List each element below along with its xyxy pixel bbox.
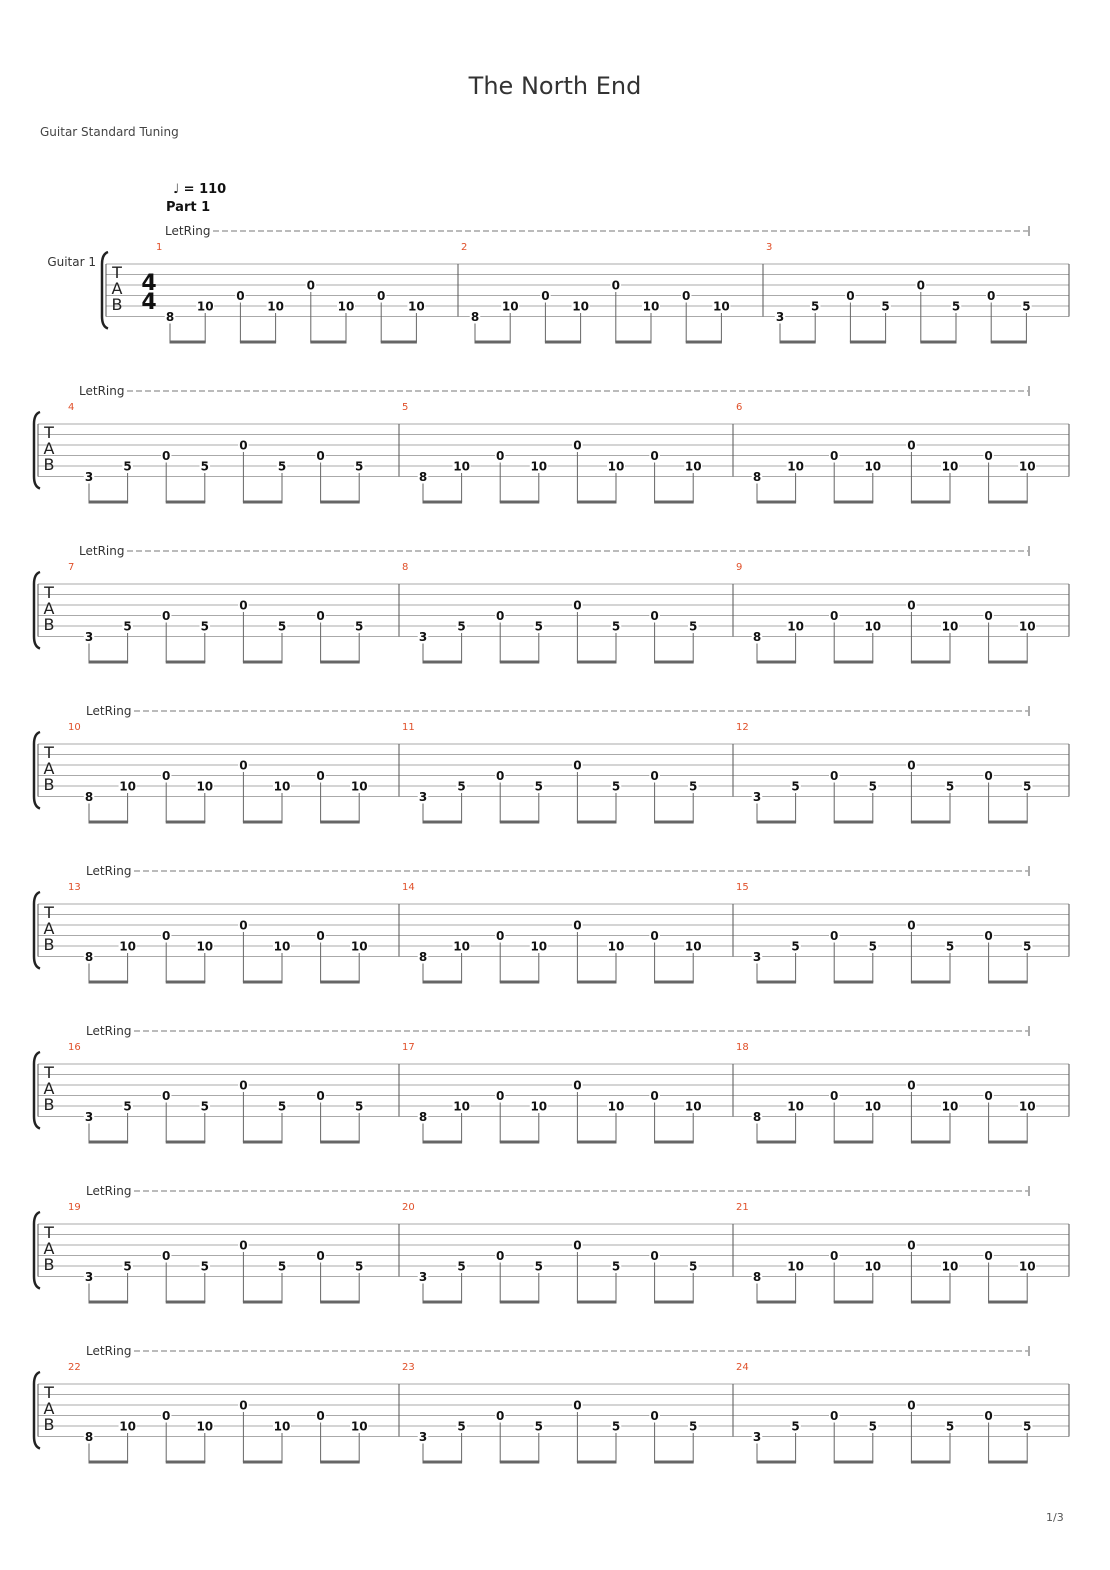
- system-bracket: [34, 572, 40, 649]
- fret-number: 10: [1018, 459, 1036, 474]
- fret-number: 10: [941, 1099, 959, 1114]
- measure: [461, 242, 730, 342]
- fret-number: 10: [1018, 619, 1036, 634]
- measure-number: 8: [402, 562, 409, 573]
- fret-number: 10: [864, 1259, 882, 1274]
- fret-number: 0: [496, 1089, 505, 1103]
- fret-number: 8: [752, 470, 762, 484]
- fret-number: 5: [457, 779, 466, 794]
- fret-number: 0: [239, 918, 248, 933]
- measure: [402, 722, 698, 822]
- fret-number: 5: [868, 939, 877, 954]
- fret-number: 5: [534, 619, 543, 634]
- measure: [736, 722, 1032, 822]
- fret-number: 0: [541, 289, 550, 303]
- fret-number: 5: [355, 619, 364, 634]
- measure: [736, 402, 1036, 502]
- fret-number: 0: [496, 1409, 505, 1423]
- measure: [68, 562, 364, 662]
- measure: [402, 1202, 698, 1302]
- fret-number: 5: [200, 1099, 209, 1114]
- system-bracket: [34, 1372, 40, 1449]
- fret-number: 5: [1023, 939, 1032, 954]
- measure-number: 17: [402, 1042, 415, 1053]
- fret-number: 5: [123, 619, 132, 634]
- fret-number: 5: [881, 299, 890, 314]
- fret-number: 10: [941, 1259, 959, 1274]
- tab-clef-letter: A: [43, 919, 55, 938]
- fret-number: 5: [277, 619, 287, 634]
- fret-number: 0: [984, 1409, 993, 1423]
- fret-number: 0: [984, 449, 993, 463]
- system-bracket: [34, 732, 40, 809]
- fret-number: 0: [162, 929, 171, 943]
- tab-clef-letter: A: [43, 439, 55, 458]
- measure: [68, 1202, 364, 1302]
- fret-number: 10: [350, 939, 368, 954]
- measure: [68, 402, 364, 502]
- fret-number: 0: [316, 1249, 325, 1263]
- fret-number: 10: [530, 939, 548, 954]
- fret-number: 0: [316, 769, 325, 783]
- let-ring-label: LetRing: [86, 704, 132, 718]
- fret-number: 5: [868, 779, 877, 794]
- fret-number: 0: [573, 918, 582, 933]
- fret-number: 5: [457, 619, 466, 634]
- measure-number: 16: [68, 1042, 81, 1053]
- fret-number: 5: [951, 299, 961, 314]
- fret-number: 0: [162, 609, 171, 623]
- measure-number: 21: [736, 1202, 749, 1213]
- fret-number: 0: [907, 1398, 916, 1413]
- fret-number: 5: [123, 459, 132, 474]
- fret-number: 5: [123, 1099, 132, 1114]
- fret-number: 5: [200, 619, 209, 634]
- fret-number: 10: [713, 299, 730, 314]
- tuning-label: Guitar Standard Tuning: [40, 125, 179, 139]
- fret-number: 0: [650, 609, 659, 623]
- fret-number: 0: [830, 1089, 839, 1103]
- measure-number: 18: [736, 1042, 749, 1053]
- fret-number: 0: [650, 769, 659, 783]
- tab-clef-letter: T: [44, 743, 54, 762]
- fret-number: 10: [787, 1259, 804, 1274]
- tab-clef-letter: B: [43, 1095, 55, 1114]
- fret-number: 5: [534, 779, 543, 794]
- fret-number: 0: [830, 769, 839, 783]
- tab-system: [47, 182, 1069, 342]
- measure-number: 14: [402, 882, 415, 893]
- time-sig-top: 4: [141, 271, 157, 296]
- measure: [156, 242, 425, 342]
- fret-number: 0: [682, 289, 691, 303]
- tempo-marking: ♩ = 110: [173, 182, 227, 197]
- fret-number: 0: [984, 929, 993, 943]
- fret-number: 5: [945, 779, 955, 794]
- system-bracket: [34, 412, 40, 489]
- measure-number: 10: [68, 722, 81, 733]
- fret-number: 5: [457, 1259, 466, 1274]
- let-ring-label: LetRing: [79, 384, 125, 398]
- tab-clef-letter: A: [43, 599, 55, 618]
- measure-number: 2: [461, 242, 468, 253]
- fret-number: 0: [650, 1089, 659, 1103]
- system-bracket: [34, 1212, 40, 1289]
- measure-number: 20: [402, 1202, 415, 1213]
- fret-number: 0: [239, 1078, 248, 1093]
- fret-number: 10: [273, 779, 291, 794]
- fret-number: 10: [196, 299, 214, 314]
- fret-number: 5: [689, 1259, 698, 1274]
- fret-number: 0: [316, 929, 325, 943]
- fret-number: 0: [650, 449, 659, 463]
- fret-number: 0: [907, 1078, 916, 1093]
- measure: [402, 402, 702, 502]
- fret-number: 5: [689, 779, 698, 794]
- fret-number: 10: [501, 299, 519, 314]
- fret-number: 3: [752, 790, 762, 804]
- fret-number: 8: [418, 1110, 428, 1124]
- fret-number: 0: [236, 289, 245, 303]
- fret-number: 5: [277, 1259, 287, 1274]
- fret-number: 10: [196, 939, 214, 954]
- fret-number: 5: [1022, 299, 1031, 314]
- fret-number: 5: [1023, 1419, 1032, 1434]
- fret-number: 5: [277, 459, 287, 474]
- fret-number: 0: [496, 769, 505, 783]
- tab-system: [34, 1024, 1069, 1142]
- system-bracket: [34, 1052, 40, 1129]
- fret-number: 10: [453, 1099, 470, 1114]
- let-ring-label: LetRing: [86, 1024, 132, 1038]
- fret-number: 10: [337, 299, 355, 314]
- measure: [402, 562, 698, 662]
- fret-number: 8: [84, 790, 94, 804]
- fret-number: 3: [84, 630, 94, 644]
- measure-number: 12: [736, 722, 749, 733]
- measure: [736, 1362, 1032, 1462]
- fret-number: 0: [907, 918, 916, 933]
- fret-number: 10: [273, 939, 291, 954]
- tab-clef-letter: T: [44, 583, 54, 602]
- fret-number: 10: [273, 1419, 291, 1434]
- fret-number: 10: [572, 299, 589, 314]
- let-ring-label: LetRing: [165, 224, 211, 238]
- fret-number: 0: [573, 1238, 582, 1253]
- tab-clef-letter: B: [43, 615, 55, 634]
- fret-number: 10: [350, 1419, 368, 1434]
- measure-number: 22: [68, 1362, 81, 1373]
- fret-number: 5: [689, 619, 698, 634]
- fret-number: 0: [650, 929, 659, 943]
- measure: [402, 882, 702, 982]
- fret-number: 5: [611, 779, 621, 794]
- fret-number: 3: [775, 310, 785, 324]
- fret-number: 0: [907, 598, 916, 613]
- fret-number: 0: [573, 598, 582, 613]
- measure-number: 1: [156, 242, 163, 253]
- fret-number: 10: [864, 619, 882, 634]
- measure-number: 23: [402, 1362, 415, 1373]
- measure: [736, 1042, 1036, 1142]
- fret-number: 10: [119, 1419, 136, 1434]
- fret-number: 10: [408, 299, 425, 314]
- fret-number: 5: [811, 299, 820, 314]
- measure-number: 9: [736, 562, 743, 573]
- let-ring-label: LetRing: [86, 864, 132, 878]
- tab-clef-letter: T: [44, 903, 54, 922]
- fret-number: 8: [470, 310, 480, 324]
- fret-number: 5: [689, 1419, 698, 1434]
- fret-number: 3: [418, 790, 428, 804]
- system-bracket: [102, 252, 108, 329]
- tab-clef-letter: A: [43, 1079, 55, 1098]
- tab-clef-letter: T: [112, 263, 122, 282]
- fret-number: 3: [84, 470, 94, 484]
- fret-number: 8: [752, 630, 762, 644]
- tab-clef-letter: B: [43, 1255, 55, 1274]
- tab-system: [34, 384, 1069, 502]
- fret-number: 3: [752, 1430, 762, 1444]
- fret-number: 8: [165, 310, 175, 324]
- fret-number: 0: [830, 609, 839, 623]
- fret-number: 8: [418, 950, 428, 964]
- fret-number: 8: [752, 1110, 762, 1124]
- fret-number: 10: [787, 1099, 804, 1114]
- tab-clef-letter: T: [44, 1223, 54, 1242]
- fret-number: 0: [830, 1409, 839, 1423]
- fret-number: 5: [200, 459, 209, 474]
- instrument-label: Guitar 1: [47, 255, 96, 269]
- tab-clef-letter: B: [43, 455, 55, 474]
- fret-number: 8: [84, 1430, 94, 1444]
- tab-system: [34, 704, 1069, 822]
- measure: [736, 562, 1036, 662]
- fret-number: 10: [941, 619, 959, 634]
- measure-number: 5: [402, 402, 409, 413]
- let-ring-label: LetRing: [86, 1184, 132, 1198]
- fret-number: 0: [650, 1409, 659, 1423]
- tab-system: [34, 1184, 1069, 1302]
- fret-number: 5: [123, 1259, 132, 1274]
- fret-number: 10: [787, 619, 804, 634]
- tab-clef-letter: A: [111, 279, 123, 298]
- fret-number: 0: [239, 598, 248, 613]
- fret-number: 5: [200, 1259, 209, 1274]
- fret-number: 0: [830, 929, 839, 943]
- fret-number: 0: [611, 278, 620, 293]
- fret-number: 0: [573, 758, 582, 773]
- fret-number: 3: [84, 1270, 94, 1284]
- fret-number: 5: [1023, 779, 1032, 794]
- measure: [68, 722, 368, 822]
- tab-system: [34, 1344, 1069, 1462]
- fret-number: 5: [945, 1419, 955, 1434]
- measure-number: 13: [68, 882, 81, 893]
- tab-clef-letter: T: [44, 423, 54, 442]
- tab-clef-letter: T: [44, 1063, 54, 1082]
- fret-number: 10: [119, 779, 136, 794]
- fret-number: 10: [607, 939, 625, 954]
- measure: [402, 1042, 702, 1142]
- fret-number: 0: [846, 289, 855, 303]
- fret-number: 0: [316, 609, 325, 623]
- time-sig-bottom: 4: [141, 290, 157, 315]
- measure: [766, 242, 1032, 342]
- fret-number: 10: [453, 939, 470, 954]
- fret-number: 0: [316, 1409, 325, 1423]
- fret-number: 0: [162, 1249, 171, 1263]
- fret-number: 10: [684, 1099, 702, 1114]
- fret-number: 0: [984, 769, 993, 783]
- fret-number: 10: [530, 1099, 548, 1114]
- fret-number: 10: [196, 779, 214, 794]
- fret-number: 5: [355, 459, 364, 474]
- measure-number: 6: [736, 402, 743, 413]
- fret-number: 0: [916, 278, 925, 293]
- fret-number: 5: [791, 779, 800, 794]
- tab-system: [34, 544, 1069, 662]
- fret-number: 0: [162, 1089, 171, 1103]
- fret-number: 5: [457, 1419, 466, 1434]
- measure: [402, 1362, 698, 1462]
- tab-clef-letter: B: [43, 775, 55, 794]
- measure-number: 15: [736, 882, 749, 893]
- tab-clef-letter: A: [43, 759, 55, 778]
- fret-number: 3: [418, 1430, 428, 1444]
- tab-clef-letter: B: [43, 935, 55, 954]
- let-ring-label: LetRing: [79, 544, 125, 558]
- fret-number: 0: [239, 1398, 248, 1413]
- fret-number: 5: [611, 1259, 621, 1274]
- fret-number: 0: [239, 758, 248, 773]
- fret-number: 3: [418, 1270, 428, 1284]
- measure-number: 11: [402, 722, 415, 733]
- fret-number: 10: [350, 779, 368, 794]
- measure-number: 7: [68, 562, 75, 573]
- tab-system: [34, 864, 1069, 982]
- system-bracket: [34, 892, 40, 969]
- fret-number: 0: [907, 758, 916, 773]
- fret-number: 8: [84, 950, 94, 964]
- fret-number: 0: [162, 769, 171, 783]
- measure-number: 24: [736, 1362, 749, 1373]
- measure: [736, 1202, 1036, 1302]
- fret-number: 3: [418, 630, 428, 644]
- fret-number: 10: [196, 1419, 214, 1434]
- fret-number: 0: [573, 1078, 582, 1093]
- fret-number: 0: [830, 1249, 839, 1263]
- fret-number: 3: [84, 1110, 94, 1124]
- fret-number: 8: [752, 1270, 762, 1284]
- fret-number: 0: [162, 1409, 171, 1423]
- fret-number: 8: [418, 470, 428, 484]
- tab-clef-letter: A: [43, 1399, 55, 1418]
- fret-number: 5: [355, 1259, 364, 1274]
- fret-number: 5: [791, 939, 800, 954]
- fret-number: 5: [277, 1099, 287, 1114]
- fret-number: 0: [377, 289, 386, 303]
- fret-number: 0: [984, 1089, 993, 1103]
- fret-number: 0: [316, 1089, 325, 1103]
- fret-number: 5: [791, 1419, 800, 1434]
- fret-number: 0: [907, 1238, 916, 1253]
- fret-number: 0: [907, 438, 916, 453]
- fret-number: 10: [607, 1099, 625, 1114]
- fret-number: 0: [496, 609, 505, 623]
- fret-number: 0: [239, 438, 248, 453]
- fret-number: 5: [611, 619, 621, 634]
- fret-number: 0: [496, 929, 505, 943]
- fret-number: 0: [573, 1398, 582, 1413]
- fret-number: 0: [239, 1238, 248, 1253]
- fret-number: 5: [868, 1419, 877, 1434]
- fret-number: 5: [945, 939, 955, 954]
- measure: [68, 1362, 368, 1462]
- tab-clef-letter: B: [43, 1415, 55, 1434]
- fret-number: 10: [642, 299, 660, 314]
- page-number: 1/3: [1046, 1511, 1064, 1524]
- measure: [736, 882, 1032, 982]
- fret-number: 0: [830, 449, 839, 463]
- fret-number: 10: [941, 459, 959, 474]
- fret-number: 10: [119, 939, 136, 954]
- fret-number: 0: [984, 609, 993, 623]
- fret-number: 0: [162, 449, 171, 463]
- fret-number: 10: [684, 939, 702, 954]
- fret-number: 10: [787, 459, 804, 474]
- fret-number: 10: [453, 459, 470, 474]
- fret-number: 5: [611, 1419, 621, 1434]
- tab-clef-letter: A: [43, 1239, 55, 1258]
- tab-clef-letter: B: [111, 295, 123, 314]
- song-title: The North End: [468, 72, 642, 100]
- tab-clef-letter: T: [44, 1383, 54, 1402]
- fret-number: 0: [306, 278, 315, 293]
- measure: [68, 882, 368, 982]
- fret-number: 0: [496, 1249, 505, 1263]
- fret-number: 10: [1018, 1259, 1036, 1274]
- fret-number: 5: [534, 1259, 543, 1274]
- fret-number: 0: [573, 438, 582, 453]
- fret-number: 0: [496, 449, 505, 463]
- fret-number: 3: [752, 950, 762, 964]
- fret-number: 0: [650, 1249, 659, 1263]
- measure-number: 3: [766, 242, 773, 253]
- measure: [68, 1042, 364, 1142]
- fret-number: 10: [1018, 1099, 1036, 1114]
- fret-number: 10: [530, 459, 548, 474]
- fret-number: 5: [355, 1099, 364, 1114]
- fret-number: 5: [534, 1419, 543, 1434]
- fret-number: 10: [607, 459, 625, 474]
- section-marker: Part 1: [166, 200, 211, 215]
- measure-number: 4: [68, 402, 75, 413]
- fret-number: 0: [984, 1249, 993, 1263]
- fret-number: 10: [864, 1099, 882, 1114]
- fret-number: 0: [987, 289, 996, 303]
- fret-number: 10: [267, 299, 284, 314]
- fret-number: 0: [316, 449, 325, 463]
- fret-number: 10: [864, 459, 882, 474]
- fret-number: 10: [684, 459, 702, 474]
- let-ring-label: LetRing: [86, 1344, 132, 1358]
- measure-number: 19: [68, 1202, 81, 1213]
